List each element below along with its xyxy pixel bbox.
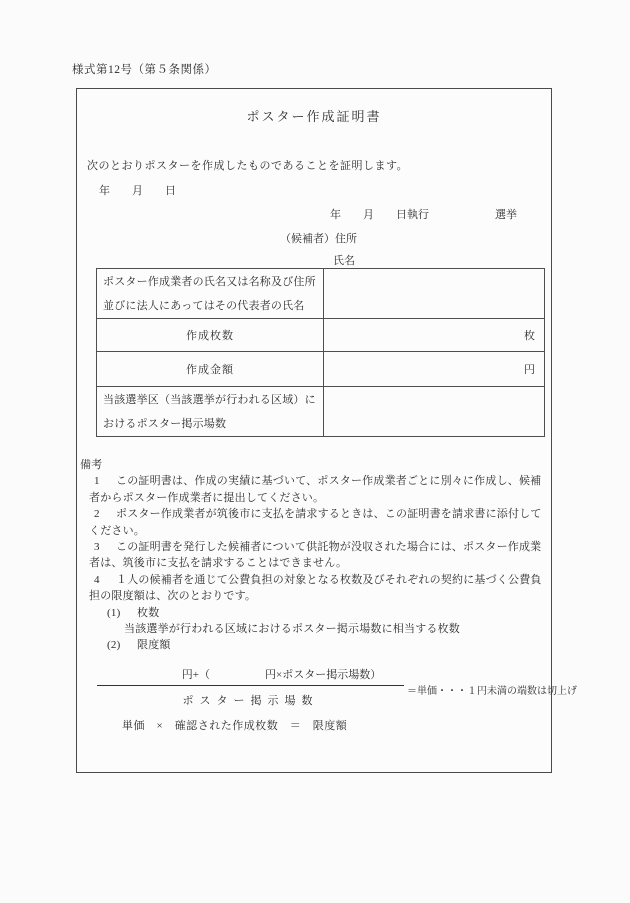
- remark-1-number: 1: [94, 475, 100, 488]
- remark-1-text: この証明書は、作成の実績に基づいて、ポスター作成業者ごとに別々に作成し、候補者からポスター作成業者に提出してください。: [89, 475, 542, 504]
- sheets-unit: 枚: [324, 319, 545, 352]
- remarks-heading: 備考: [80, 459, 103, 471]
- remark-item-3: [80, 539, 550, 572]
- table-row-maker-name: [97, 269, 545, 319]
- candidate-name-label: 氏名: [333, 255, 355, 267]
- sheets-label: 作成枚数: [97, 319, 324, 352]
- remarks-section: [80, 457, 550, 654]
- table-row-amount: [97, 352, 545, 387]
- remark-sub-2-number: (2): [107, 639, 121, 652]
- remark-4-number: 4: [94, 573, 100, 586]
- remark-item-1: [80, 473, 550, 506]
- certificate-table: [96, 268, 545, 437]
- candidate-address-line: （候補者）住所: [280, 233, 357, 245]
- certificate-outer-box: [76, 88, 577, 773]
- document-title: ポスター作成証明書: [246, 109, 382, 124]
- maker-name-value-cell: [324, 269, 545, 319]
- remark-sub-2-label: 限度額: [137, 639, 171, 652]
- remark-item-4: [80, 572, 550, 605]
- remark-3-text: この証明書を発行した候補者について供託物が没収された場合には、ポスター作成業者は、筑後市に支払を請求することはできません。: [89, 541, 542, 570]
- unit-price-fraction: [97, 666, 404, 708]
- poster-sites-value-cell: [324, 387, 545, 437]
- amount-label: 作成金額: [97, 352, 324, 387]
- maker-name-label: ポスター作成業者の氏名又は名称及び住所並びに法人にあってはその代表者の氏名: [97, 269, 324, 319]
- remark-sub-item-1: [80, 605, 550, 621]
- election-execution-line: 年 月 日執行 選挙: [330, 209, 517, 221]
- table-row-sheets: [97, 319, 545, 352]
- remark-2-text: ポスター作成業者が筑後市に支払を請求するときは、この証明書を請求書に添付してください。: [89, 508, 542, 537]
- remark-2-number: 2: [94, 508, 100, 521]
- issue-date-line: 年 月 日: [99, 185, 176, 197]
- remark-item-2: [80, 506, 550, 539]
- limit-calculation-line: 単価 × 確認された作成枚数 ＝ 限度額: [122, 720, 348, 732]
- table-row-poster-sites: [97, 387, 545, 437]
- remark-sub-1-text: 当該選挙が行われる区域におけるポスター掲示場数に相当する枚数: [124, 623, 460, 636]
- form-number-label: 様式第12号（第５条関係）: [72, 64, 217, 76]
- remark-3-number: 3: [94, 541, 100, 554]
- fraction-denominator: ポスター掲示場数: [182, 695, 319, 707]
- intro-sentence: 次のとおりポスターを作成したものであることを証明します。: [87, 160, 409, 172]
- unit-price-note: ＝単価・・・１円未満の端数は切上げ: [407, 686, 577, 697]
- remark-sub-item-2: [80, 637, 550, 653]
- fraction-numerator: 円+（ 円×ポスター掲示場数）: [97, 666, 404, 686]
- amount-unit: 円: [324, 352, 545, 387]
- remark-sub-1-label: 枚数: [137, 606, 160, 619]
- poster-sites-label: 当該選挙区（当該選挙が行われる区域）におけるポスター掲示場数: [97, 387, 324, 437]
- remark-4-text: １人の候補者を通じて公費負担の対象となる枚数及びそれぞれの契約に基づく公費負担の限度額は、次のとおりです。: [89, 573, 542, 603]
- remark-sub-1-number: (1): [107, 606, 121, 619]
